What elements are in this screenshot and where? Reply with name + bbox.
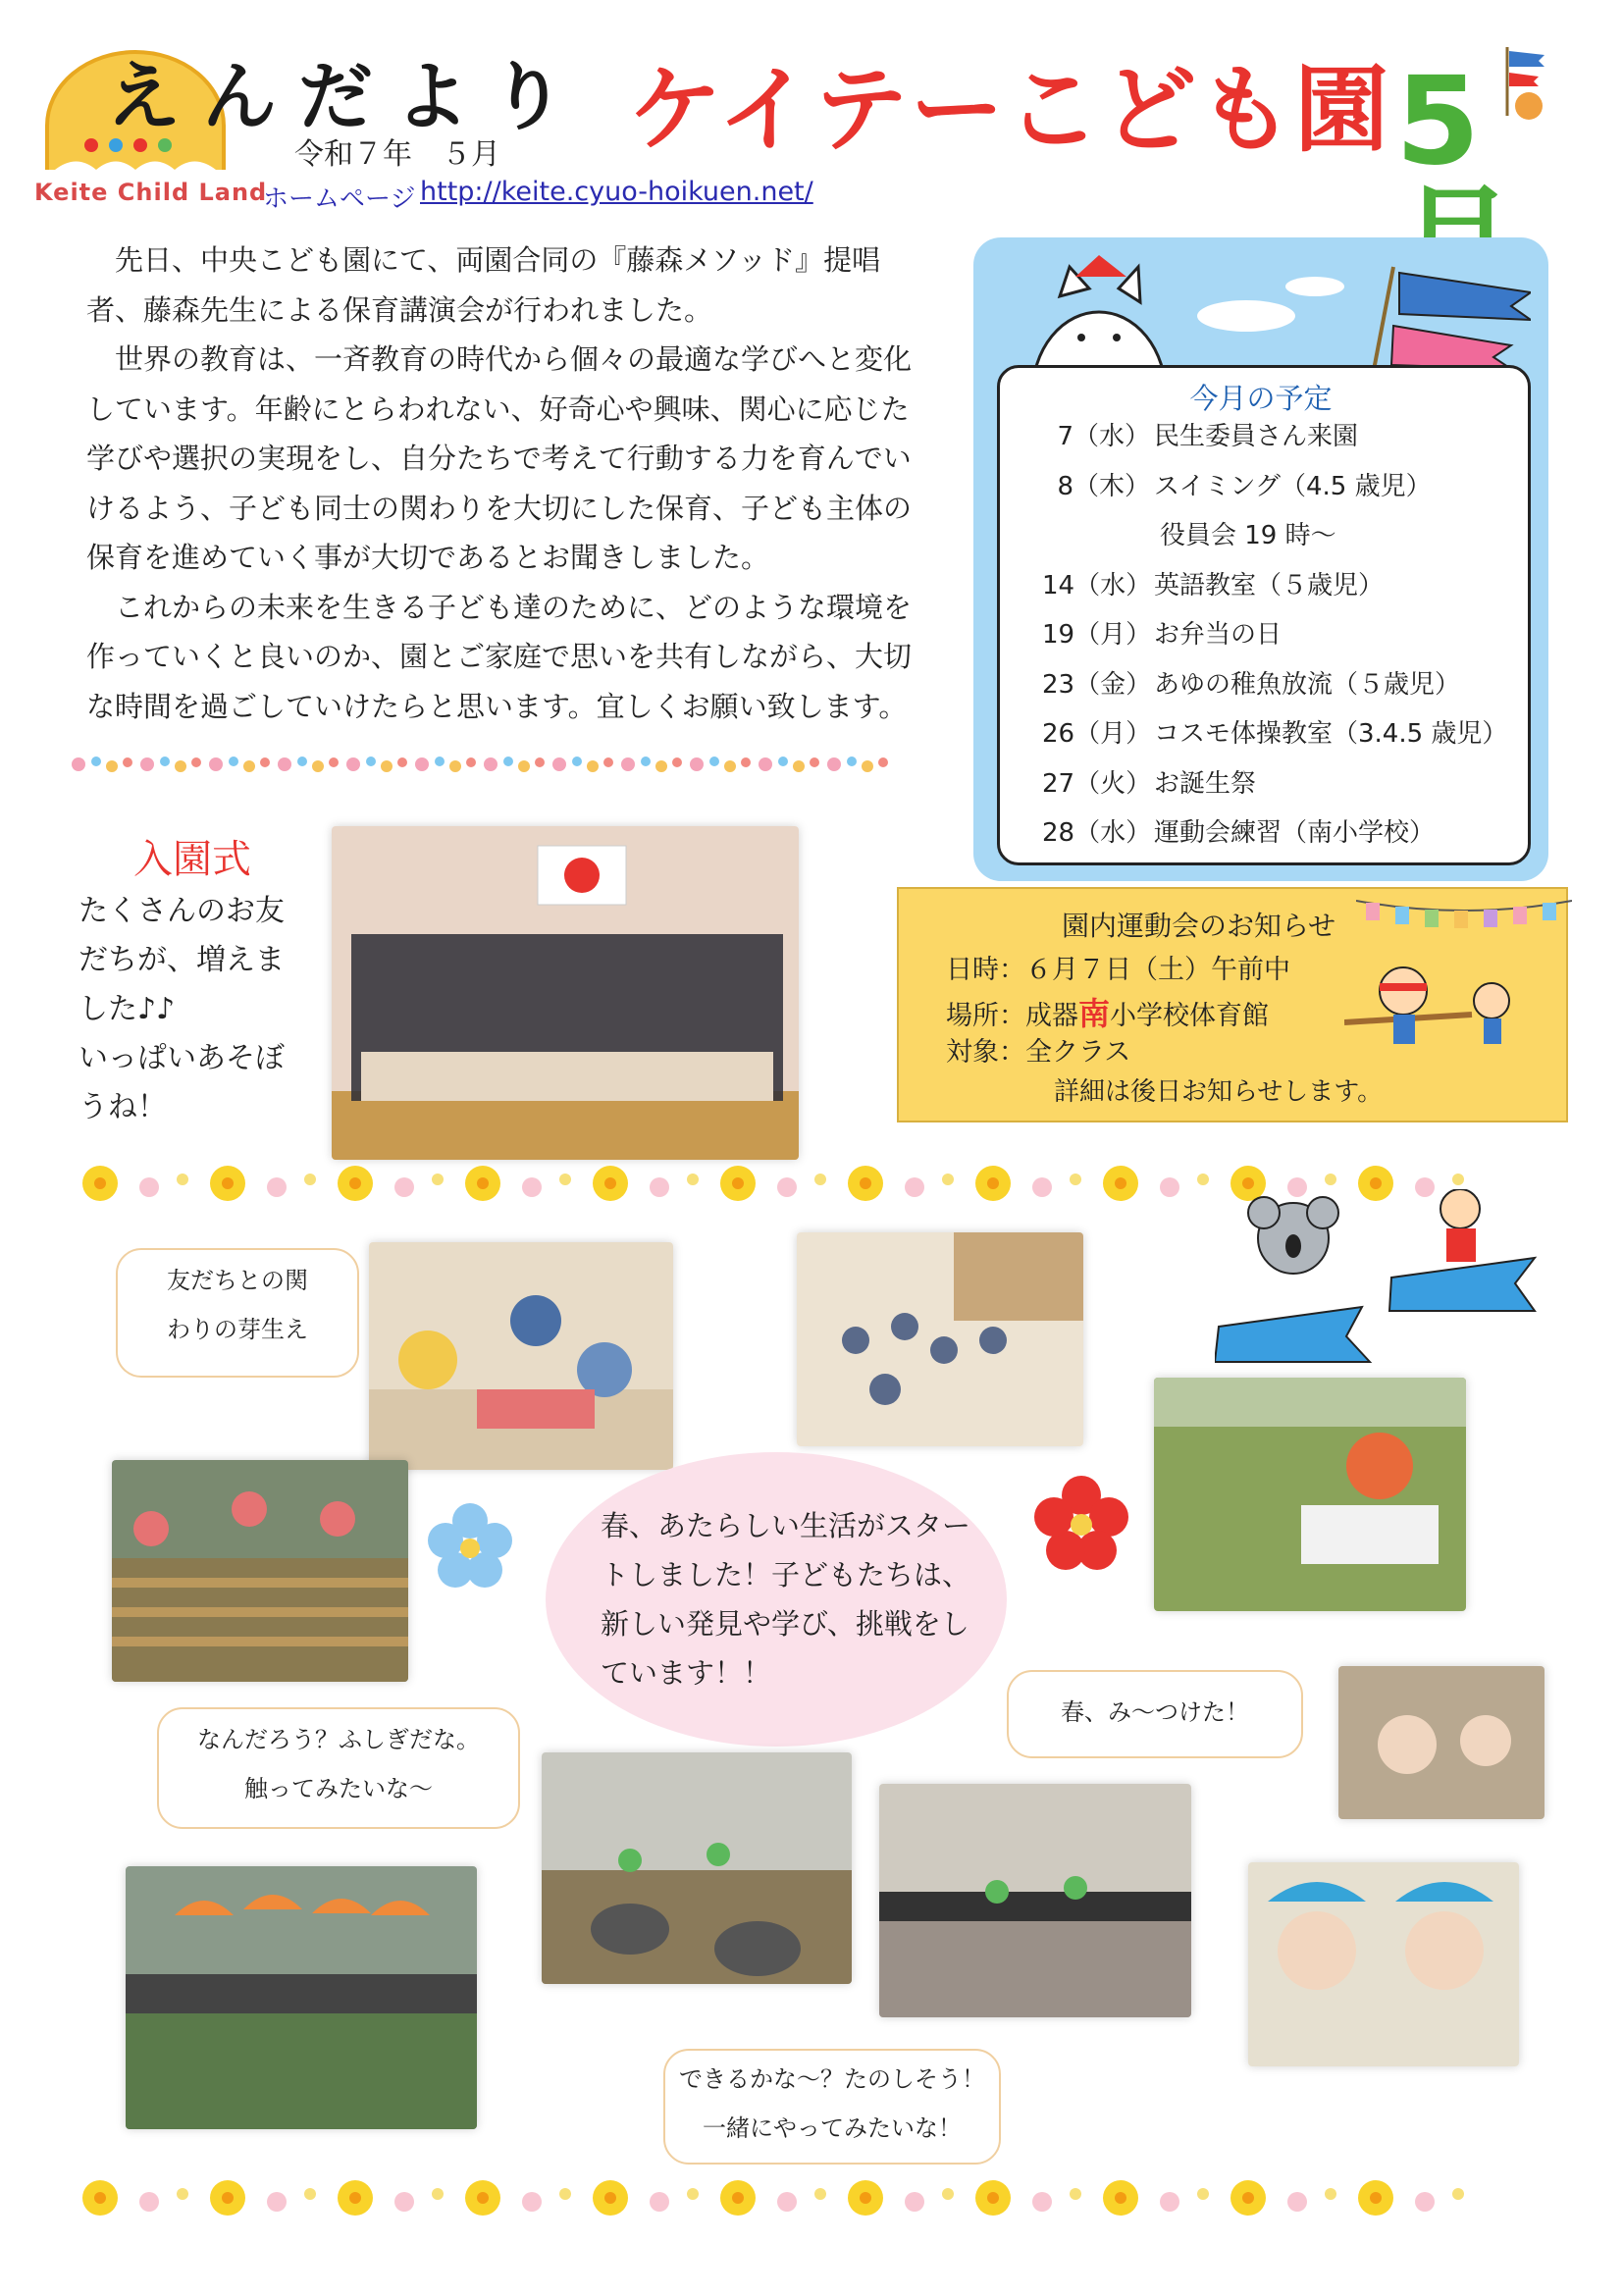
schedule-list [1042, 412, 1507, 859]
photo-stone-wall [879, 1784, 1191, 2017]
entrance-line: いっぱいあそぼ [79, 1041, 285, 1075]
schedule-item [1042, 660, 1507, 710]
schedule-item [1042, 759, 1507, 809]
issue-date: 令和７年 ５月 [294, 137, 500, 172]
photo-classroom [797, 1232, 1083, 1446]
bubble-line: できるかな～？たのしそう！ [679, 2065, 985, 2093]
sports-place-highlight: 南 [1078, 995, 1111, 1032]
red-flower-icon [1032, 1474, 1130, 1572]
photo-hands-spring [1338, 1666, 1544, 1819]
entrance-text [79, 887, 314, 1132]
photo-kids-blocks [369, 1242, 673, 1470]
schedule-date: 26（月） [1042, 719, 1152, 749]
sports-day-target: 対象：全クラス [946, 1037, 1131, 1068]
schedule-title: 今月の予定 [1189, 382, 1333, 415]
schedule-date: 19（月） [1042, 620, 1152, 650]
schedule-event: お弁当の日 [1154, 620, 1283, 650]
schedule-date: 27（火） [1042, 768, 1152, 799]
bunting-icon [1356, 891, 1572, 930]
schedule-date: 14（水） [1042, 570, 1152, 600]
koala-on-carp-icon [1215, 1189, 1539, 1395]
cat-and-carp-icon [1021, 247, 1531, 375]
sports-day-place [946, 989, 1269, 1034]
speech-bubble-wonder [157, 1707, 520, 1829]
schedule-item [1042, 809, 1507, 859]
schedule-item [1042, 709, 1507, 759]
center-message [601, 1501, 993, 1697]
schedule-event: 民生委員さん来園 [1154, 422, 1359, 451]
sports-place-suffix: 小学校体育館 [1110, 1001, 1270, 1031]
entrance-line: だちが、増えま [79, 943, 285, 977]
photo-rocks-park [542, 1752, 852, 1984]
bubble-line: 触ってみたいな～ [244, 1775, 433, 1802]
bubble-line: 友だちとの関 [167, 1267, 308, 1294]
schedule-event: 役員会 19 時～ [1160, 521, 1336, 550]
schedule-event: お誕生祭 [1154, 768, 1257, 799]
photo-grass-field [1154, 1378, 1466, 1611]
flower-garland-icon [69, 748, 922, 781]
sports-day-title: 園内運動会のお知らせ [1062, 910, 1336, 942]
newsletter-title: えんだより [106, 53, 587, 140]
homepage-link[interactable]: http://keite.cyuo-hoikuen.net/ [420, 177, 813, 207]
intro-paragraph: 世界の教育は、一斉教育の時代から個々の最適な学びへと変化しています。年齢にとらわれない、好奇心や興味、関心に応じた学びや選択の実現をし、自分たちで考えて行動する力を育んでいけるよう、子ども同士の関わりを大切にした保育、子ども主体の保育を進めていく事が大切であるとお聞きしました。 [86, 342, 913, 574]
speech-bubble-friends [116, 1248, 359, 1378]
entrance-group-photo [332, 826, 799, 1160]
intro-paragraph: これからの未来を生きる子ども達のために、どのような環境を作っていくと良いのか、園とご家庭で思いを共有しながら、大切な時間を過ごしていけたらと思います。宜しくお願い致します。 [86, 590, 913, 723]
schedule-event: 英語教室（５歳児） [1154, 570, 1385, 600]
center-line: ています！！ [601, 1656, 772, 1690]
sports-place-prefix: 場所：成器 [946, 1001, 1078, 1031]
speech-bubble-found: 春、み～つけた！ [1007, 1670, 1303, 1758]
school-name: ケイテーこども園 [628, 55, 1391, 165]
kids-running-icon [1344, 962, 1531, 1060]
intro-text [86, 235, 926, 731]
schedule-date: 7（水） [1057, 422, 1150, 451]
photo-river-steps [112, 1460, 408, 1682]
schedule-event: 運動会練習（南小学校） [1154, 818, 1436, 848]
schedule-item [1042, 412, 1507, 462]
bubble-line: なんだろう？ふしぎだな。 [197, 1726, 480, 1753]
schedule-item [1042, 561, 1507, 611]
homepage-label: ホームページ [263, 184, 416, 214]
entrance-line: した♪♪ [79, 992, 176, 1026]
entrance-line: うね！ [79, 1090, 167, 1124]
month-badge [1391, 37, 1548, 194]
schedule-event: あゆの稚魚放流（５歳児） [1154, 669, 1461, 700]
intro-paragraph: 先日、中央こども園にて、両園合同の『藤森メソッド』提唱者、藤森先生による保育講演会が行われました。 [86, 243, 881, 327]
schedule-date: 8（木） [1057, 471, 1150, 501]
entrance-title: 入園式 [133, 837, 251, 882]
month-badge-text: 5 [1395, 51, 1481, 192]
sports-day-note: 詳細は後日お知らせします。 [1054, 1077, 1384, 1107]
bubble-line: 一緒にやってみたいな！ [703, 2114, 962, 2142]
bubble-line: わりの芽生え [167, 1316, 308, 1343]
center-line: 新しい発見や学び、挑戦をし [601, 1607, 969, 1641]
schedule-item [1042, 610, 1507, 660]
entrance-line: たくさんのお友 [79, 894, 285, 928]
photo-blue-hats [1248, 1862, 1519, 2066]
schedule-event: スイミング（4.5 歳児） [1154, 471, 1432, 501]
center-line: 春、あたらしい生活がスター [601, 1509, 971, 1542]
schedule-item [1042, 511, 1507, 561]
sports-day-date: 日時：６月７日（土）午前中 [946, 955, 1290, 985]
brand-name: Keite Child Land [34, 179, 268, 206]
schedule-date: 23（金） [1042, 669, 1152, 700]
photo-water-channel [126, 1866, 477, 2129]
center-line: トしました！子どもたちは、 [601, 1558, 971, 1592]
schedule-date: 28（水） [1042, 818, 1152, 848]
schedule-item [1042, 462, 1507, 512]
flower-row-icon [80, 2168, 1543, 2227]
speech-bubble-cando [663, 2049, 1001, 2165]
blue-flower-icon [426, 1501, 514, 1590]
schedule-event: コスモ体操教室（3.4.5 歳児） [1154, 719, 1508, 749]
